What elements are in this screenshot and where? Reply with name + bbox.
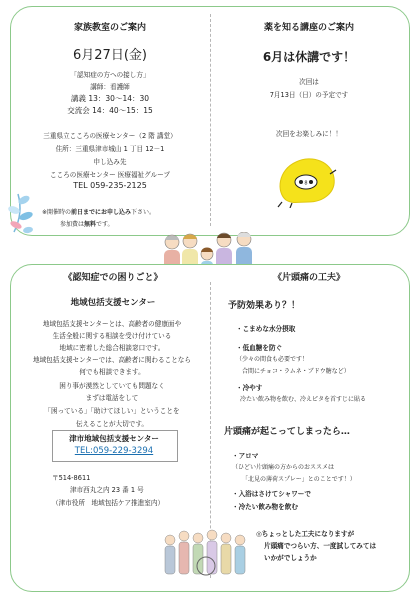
dementia-address: 津市西丸之内 23 番 1 号 — [70, 486, 144, 494]
family-class-tel: TEL 059-235-2125 — [73, 181, 147, 190]
note-fee-pre: 参加費は — [60, 221, 85, 228]
family-class-date: 6月27日(金) — [73, 48, 147, 63]
family-class-lecture-time: 講義 13：30～14：30 — [70, 94, 150, 103]
dementia-title: 《認知症での困りごと》 — [63, 273, 163, 283]
headache-closing-3: いかがでしょうか — [264, 554, 317, 562]
mascot-illustration — [272, 152, 342, 208]
family-class-theme: 「認知症の方への接し方」 — [70, 71, 150, 79]
note-deadline-post: 下さい。 — [131, 209, 156, 216]
top-card-divider — [210, 14, 211, 226]
medicine-class-looking-forward: 次回をお楽しみに！！ — [276, 130, 342, 138]
dementia-line: 何でも相談できます。 — [79, 368, 145, 376]
family-class-note-deadline — [42, 207, 155, 216]
headache-onset-item: ・入浴はさけてシャワーで — [232, 490, 311, 498]
headache-item: ・こまめな水分摂取 — [236, 325, 296, 333]
family-class-lecturer: 講師：看護師 — [90, 83, 130, 91]
headache-onset-title: 片頭痛が起こってしまったら… — [224, 427, 350, 437]
medicine-class-next-date: 7月13日（日）の予定です — [269, 91, 349, 99]
dementia-line: 地域包括支援センターとは、高齢者の健康面や — [42, 320, 182, 328]
note-deadline-pre: ※開催時の — [42, 209, 72, 216]
dementia-line: 地域に密着した総合相談窓口です。 — [59, 344, 165, 352]
medicine-class-closed: 6月は休講です！ — [262, 50, 356, 64]
family-class-apply-org: こころの医療センター 医療福祉グループ — [50, 171, 170, 179]
dementia-line: 困り事が漠然としていても問題なく — [59, 382, 165, 390]
family-class-exchange-time: 交流会 14：40～15：15 — [67, 106, 153, 115]
crowd-illustration — [160, 526, 256, 584]
headache-item-note: 合間にチョコ・ラムネ・ブドウ糖など） — [242, 368, 350, 375]
note-deadline-bold: 前日までにお申し込み — [71, 209, 132, 216]
family-class-apply-label: 申し込み先 — [93, 158, 127, 166]
dementia-line: 地域包括支援センターでは、高齢者に関わることなら — [33, 356, 191, 364]
headache-closing-2: 片頭痛でつらい方、一度試してみては — [264, 542, 377, 550]
dementia-postal: 〒514-8611 — [52, 474, 91, 482]
headache-prevention-title: 予防効果あり？！ — [228, 301, 301, 311]
headache-item: ・低血糖を防ぐ — [236, 344, 283, 352]
dementia-contact-tel-link[interactable]: TEL:059-229-3294 — [74, 446, 154, 456]
dementia-office: （津市役所 地域包括ケア推進室内） — [52, 499, 165, 507]
headache-item: ・冷やす — [236, 384, 263, 392]
headache-onset-note: 「北見の薄荷スプレー」とのことです！） — [242, 476, 356, 483]
medicine-class-title: 薬を知る講座のご案内 — [263, 23, 354, 33]
leaf-decoration-illustration — [8, 180, 46, 240]
medicine-class-next-label: 次回は — [299, 78, 319, 86]
headache-closing-1: ◎ちょっとした工夫になりますが — [256, 530, 355, 538]
family-class-address: 住所：三重県津市城山 1 丁目 12－1 — [55, 145, 165, 153]
headache-title: 《片頭痛の工夫》 — [272, 273, 345, 283]
dementia-center-heading: 地域包括支援センター — [70, 298, 156, 308]
dementia-contact-title: 津市地域包括支援センター — [69, 434, 159, 443]
headache-onset-item: ・冷たい飲み物を飲む — [232, 503, 298, 511]
dementia-line: 伝えることが大切です。 — [75, 420, 148, 428]
svg-text:8: 8 — [304, 180, 308, 187]
headache-item-note: （少々の間食も必要です！ — [236, 356, 309, 363]
dementia-line: 「困っている」「助けてほしい」ということを — [44, 407, 180, 415]
note-fee-bold: 無料 — [84, 221, 97, 228]
headache-onset-item: ・アロマ — [232, 452, 259, 460]
note-fee-post: です。 — [96, 221, 114, 228]
headache-item-note: 冷たい飲み物を飲む、冷えピタを首すじに貼る — [240, 396, 367, 403]
headache-onset-note: （ひどい片頭痛の方からのおススメは — [232, 464, 335, 471]
family-class-title: 家族教室のご案内 — [73, 23, 146, 33]
dementia-line: 生活全般に関する相談を受け付けている — [52, 332, 172, 340]
dementia-line: まずは電話をして — [85, 394, 139, 402]
family-class-note-fee — [60, 219, 114, 228]
family-class-venue: 三重県立こころの医療センター（2 階 講堂） — [43, 132, 177, 140]
